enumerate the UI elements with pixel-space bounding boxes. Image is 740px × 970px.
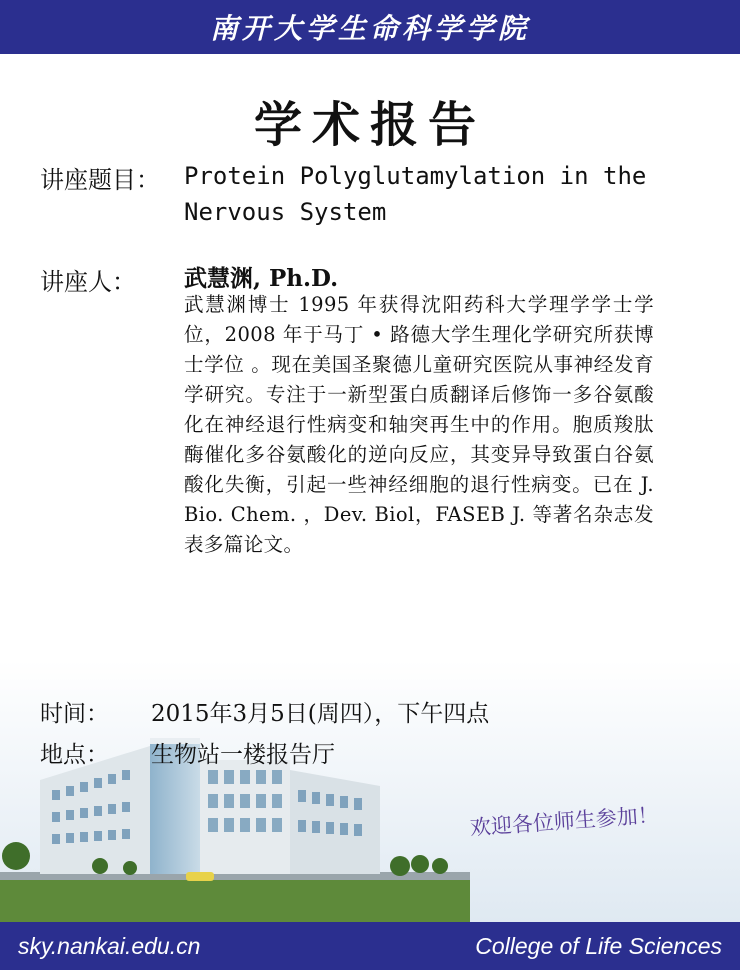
lecture-title-label: 讲座题目： bbox=[40, 166, 160, 194]
footer-bar bbox=[0, 922, 740, 970]
speaker-bio: 武慧渊博士 1995 年获得沈阳药科大学理学学士学位，2008 年于马丁 • 路德大学生理化学研究所获博士学位 。现在美国圣聚德儿童研究医院从事神经发育学研究。专注于一新型蛋白质翻译后修饰一多谷氨酸化在神经退行性病变和轴突再生中的作用。胞质羧肽酶催化多谷氨酸化的逆向反应，其变异导致蛋白谷氨酸化失衡，引起一些神经细胞的退行性病变。已在 J. Bio. Chem. ，Dev. Biol，FASEB J. 等著名杂志发表多篇论文。 bbox=[184, 293, 654, 556]
place-row bbox=[40, 736, 335, 769]
place-label: 地点： bbox=[40, 742, 109, 768]
time-row bbox=[40, 695, 489, 728]
header-bar bbox=[0, 0, 740, 54]
speaker-label: 讲座人： bbox=[40, 268, 136, 296]
poster-title: 学术报告 bbox=[253, 97, 486, 153]
speaker-name: 武慧渊, Ph.D. bbox=[184, 265, 339, 292]
welcome-message: 欢迎各位师生参加！ bbox=[469, 802, 660, 840]
lecture-title: Protein Polyglutamylation in the Nervous System bbox=[184, 162, 647, 226]
website-link[interactable]: sky.nankai.edu.cn bbox=[18, 932, 201, 959]
college-title: 南开大学生命科学学院 bbox=[209, 12, 530, 45]
time-label: 时间： bbox=[40, 701, 109, 727]
place-value: 生物站一楼报告厅 bbox=[151, 742, 335, 768]
college-english-name: College of Life Sciences bbox=[475, 932, 722, 959]
time-value: 2015年3月5日(周四），下午四点 bbox=[151, 701, 490, 727]
